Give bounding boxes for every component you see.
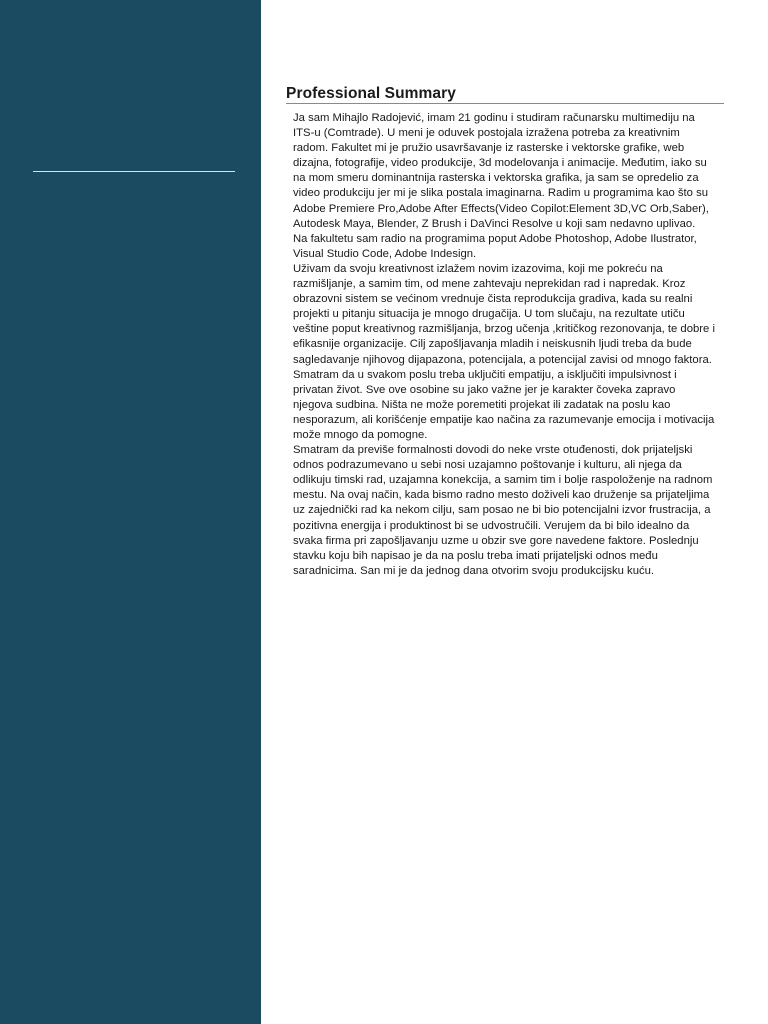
professional-summary [286, 111, 718, 579]
section-title-divider [286, 103, 724, 104]
summary-paragraph-3: Uživam da svoju kreativnost izlažem novim izazovima, koji me pokreću na razmišljanje, a samim tim, od mene zahtevaju neprekidan rad i napredak. Kroz obrazovni sistem se većinom vrednuje čista reprodukcija gradiva, kada su realni projekti u pitanju situacija je mnogo drugačija. U tom slučaju, na rezultate utiču veštine poput kreativnog razmišljanja, brzog učenja ,kritičkog rezonovanja, te dobre i efikasnije organizacije. Cilj zapošljavanja mladih i neiskusnih ljudi treba da bude sagledavanje njihovog dijapazona, potencijala, a potencijal zavisi od mnogo faktora. Smatram da u svakom poslu treba uključiti empatiju, a isključiti impulsivnost i privatan život. Sve ove osobine su jako važne jer je karakter čoveka zapravo njegova sudbina. Ništa ne može poremetiti projekat ili zadatak na poslu kao nesporazum, ali korišćenje empatije kao načina za razumevanje emocija i motivacija može mnogo da pomogne. [293, 262, 715, 441]
summary-paragraph-1: Ja sam Mihajlo Radojević, imam 21 godinu i studiram računarsku multimediju na ITS-u (Comtrade). U meni je oduvek postojala izražena potreba za kreativnim radom. Fakultet mi je pružio usavršavanje iz rasterske i vektorske grafike, web dizajna, fotografije, video produkcije, 3d modelovanja i animacije. Međutim, iako su na mom smeru dominantnija rasterska i vektorska grafika, ja sam se opredelio za video produkciju jer mi je slika postala imaginarna. Radim u programima kao što su Adobe Premiere Pro,Adobe After Effects(Video Copilot:Element 3D,VC Orb,Saber), Autodesk Maya, Blender, Z Brush i DaVinci Resolve u koji sam nedavno uplivao. [293, 112, 709, 230]
sidebar-panel [0, 0, 261, 1024]
section-title: Professional Summary [286, 85, 456, 102]
summary-paragraph-2: Na fakultetu sam radio na programima poput Adobe Photoshop, Adobe Ilustrator, Visual Studio Code, Adobe Indesign. [293, 232, 697, 260]
summary-paragraph-4: Smatram da previše formalnosti dovodi do neke vrste otuđenosti, dok prijateljski odnos podrazumevano u sebi nosi uzajamno poštovanje i kulturu, ali njega da odlikuju timski rad, uzajamna konekcija, a samim tim i bolje raspoloženje na radnom mestu. Na ovaj način, kada bismo radno mesto doživeli kao druženje sa prijateljima uz zajednički rad ka nekom cilju, sam posao ne bi bio potencijalni izvor frustracija, a pozitivna energija i produktinost bi se udvostručili. Verujem da bi bilo idealno da svaka firma pri zapošljavanju uzme u obzir sve gore navedene faktore. Poslednju stavku koju bih napisao je da na poslu treba imati prijateljski odnos među saradnicima. San mi je da jednog dana otvorim svoju produkcijsku kuću. [293, 444, 713, 577]
sidebar-divider [33, 171, 235, 172]
main-content [286, 84, 724, 579]
